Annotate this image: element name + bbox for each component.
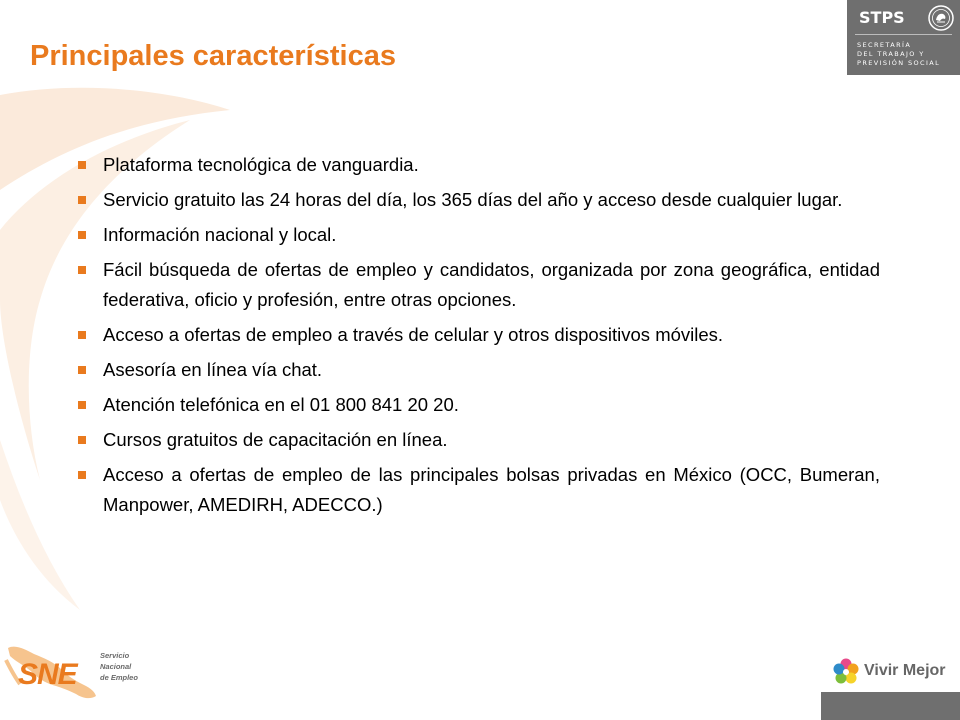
- bullet-list: [78, 150, 880, 525]
- list-item-text: Acceso a ofertas de empleo de las principales bolsas privadas en México (OCC, Bumeran, Manpower, AMEDIRH, ADECCO.): [103, 464, 880, 515]
- square-bullet-icon: [78, 231, 86, 239]
- list-item: [78, 320, 880, 350]
- sne-name-line: Servicio: [100, 651, 130, 660]
- list-item-text: Servicio gratuito las 24 horas del día, los 365 días del año y acceso desde cualquier lugar.: [103, 189, 843, 210]
- square-bullet-icon: [78, 401, 86, 409]
- vivir-mejor-logo: [833, 656, 953, 692]
- stps-subtitle-line: DEL TRABAJO Y: [857, 50, 925, 58]
- stps-divider: [855, 34, 952, 35]
- sne-name-line: Nacional: [100, 662, 132, 671]
- list-item: [78, 390, 880, 420]
- stps-subtitle: [857, 41, 957, 68]
- list-item: [78, 460, 880, 520]
- list-item: [78, 355, 880, 385]
- list-item: [78, 425, 880, 455]
- stps-logo-name: STPS: [859, 8, 905, 27]
- sne-logo: [4, 640, 144, 705]
- square-bullet-icon: [78, 196, 86, 204]
- square-bullet-icon: [78, 471, 86, 479]
- list-item: [78, 150, 880, 180]
- sne-name-line: de Empleo: [100, 673, 138, 682]
- square-bullet-icon: [78, 436, 86, 444]
- list-item-text: Información nacional y local.: [103, 224, 337, 245]
- list-item: [78, 220, 880, 250]
- eagle-seal-icon: [927, 4, 955, 32]
- list-item: [78, 185, 880, 215]
- list-item-text: Asesoría en línea vía chat.: [103, 359, 323, 380]
- stps-logo: [847, 0, 960, 75]
- list-item-text: Acceso a ofertas de empleo a través de celular y otros dispositivos móviles.: [103, 324, 724, 345]
- list-item-text: Cursos gratuitos de capacitación en línea.: [103, 429, 448, 450]
- footer-corner-block: [821, 692, 960, 720]
- square-bullet-icon: [78, 266, 86, 274]
- list-item: [78, 255, 880, 315]
- vivir-mejor-label: Vivir Mejor: [864, 662, 946, 679]
- list-item-text: Fácil búsqueda de ofertas de empleo y candidatos, organizada por zona geográfica, entidad federativa, oficio y profesión, entre otras opciones.: [103, 259, 880, 310]
- sne-name: [100, 650, 138, 683]
- sne-acronym: SNE: [18, 658, 77, 691]
- square-bullet-icon: [78, 366, 86, 374]
- list-item-text: Atención telefónica en el 01 800 841 20 20.: [103, 394, 459, 415]
- stps-subtitle-line: PREVISIÓN SOCIAL: [857, 59, 941, 67]
- square-bullet-icon: [78, 161, 86, 169]
- slide-title: Principales características: [30, 40, 396, 72]
- square-bullet-icon: [78, 331, 86, 339]
- list-item-text: Plataforma tecnológica de vanguardia.: [103, 154, 419, 175]
- stps-subtitle-line: SECRETARÍA: [857, 41, 912, 49]
- flower-icon: [833, 658, 859, 686]
